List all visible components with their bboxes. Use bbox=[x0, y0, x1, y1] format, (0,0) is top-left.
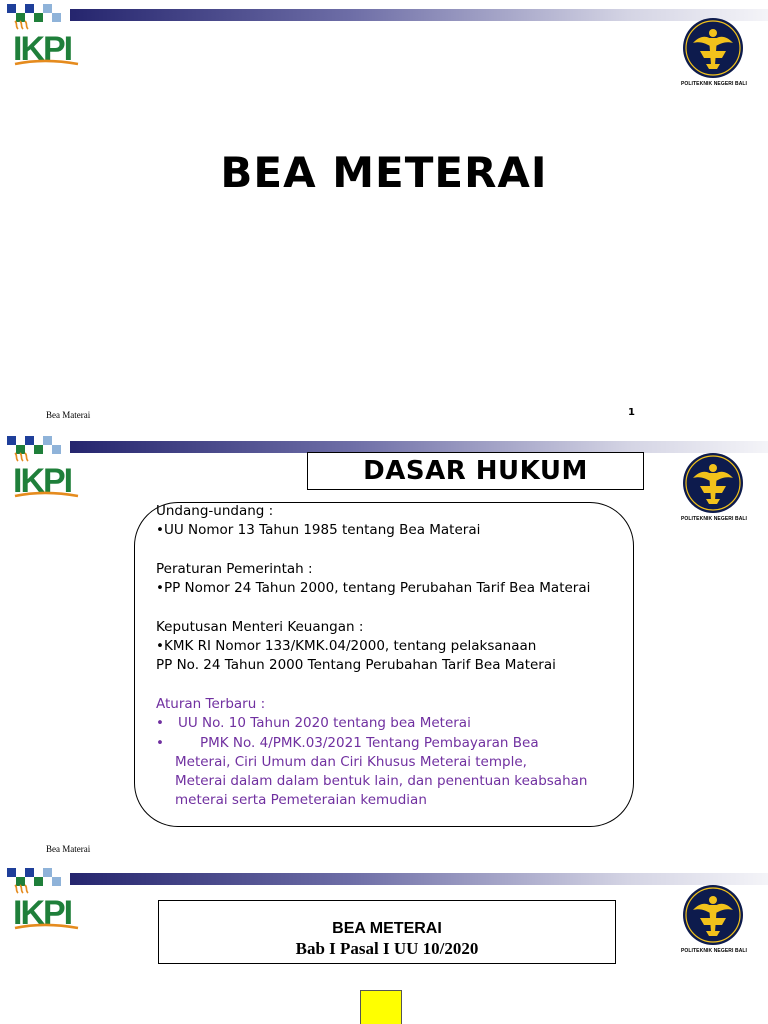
slide-footer: Bea Materai bbox=[46, 410, 91, 420]
ikpi-logo bbox=[12, 452, 80, 498]
slide-2 bbox=[0, 432, 768, 864]
title-box bbox=[158, 900, 616, 964]
slide-footer: Bea Materai bbox=[46, 844, 91, 854]
ikpi-logo bbox=[12, 20, 80, 66]
page-number: 1 bbox=[628, 407, 635, 418]
new-rules-item-2-line1: PMK No. 4/PMK.03/2021 Tentang Pembayaran Bea bbox=[200, 734, 539, 751]
uu-label: Undang-undang : bbox=[156, 503, 274, 519]
new-rules-item-1 bbox=[156, 714, 656, 733]
legal-basis-list bbox=[156, 502, 656, 811]
title-box-line1: BEA METERAI bbox=[332, 920, 442, 937]
title-box-line2: Bab I Pasal I UU 10/2020 bbox=[295, 939, 479, 958]
bullet: • bbox=[156, 734, 164, 751]
politeknik-caption: POLITEKNIK NEGERI BALI bbox=[680, 516, 748, 522]
new-rules-item-2-line2: Meterai, Ciri Umum dan Ciri Khusus Meterai temple, bbox=[175, 753, 527, 770]
new-rules-label: Aturan Terbaru : bbox=[156, 695, 266, 712]
yellow-square bbox=[360, 990, 402, 1024]
new-rules-item-1-text: UU No. 10 Tahun 2020 tentang bea Meterai bbox=[178, 715, 471, 732]
pp-label: Peraturan Pemerintah : bbox=[156, 560, 313, 577]
slide-title: BEA METERAI bbox=[220, 148, 548, 197]
kmk-item-line2: PP No. 24 Tahun 2000 Tentang Perubahan Tarif Bea Materai bbox=[156, 657, 556, 674]
ikpi-logo bbox=[12, 884, 80, 930]
kmk-label: Keputusan Menteri Keuangan : bbox=[156, 618, 364, 635]
uu-item: •UU Nomor 13 Tahun 1985 tentang Bea Materai bbox=[156, 522, 481, 539]
politeknik-logo-icon bbox=[682, 452, 744, 514]
kmk-item-line1: •KMK RI Nomor 133/KMK.04/2000, tentang pelaksanaan bbox=[156, 638, 537, 655]
pp-item: •PP Nomor 24 Tahun 2000, tentang Perubahan Tarif Bea Materai bbox=[156, 580, 591, 597]
header-gradient-bar bbox=[70, 9, 768, 21]
politeknik-logo-icon bbox=[682, 884, 744, 946]
header-gradient-bar bbox=[70, 873, 768, 885]
new-rules-item-2-line3: Meterai dalam dalam bentuk lain, dan penentuan keabsahan bbox=[175, 773, 588, 790]
politeknik-logo-icon bbox=[682, 17, 744, 79]
bullet: • bbox=[156, 715, 164, 732]
politeknik-caption: POLITEKNIK NEGERI BALI bbox=[680, 81, 748, 87]
slide-3 bbox=[0, 864, 768, 1024]
section-heading: DASAR HUKUM bbox=[307, 452, 644, 490]
new-rules-item-2 bbox=[156, 734, 656, 753]
politeknik-caption: POLITEKNIK NEGERI BALI bbox=[680, 948, 748, 954]
slide-1 bbox=[0, 0, 768, 432]
new-rules-item-2-line4: meterai serta Pemeteraian kemudian bbox=[175, 792, 427, 809]
